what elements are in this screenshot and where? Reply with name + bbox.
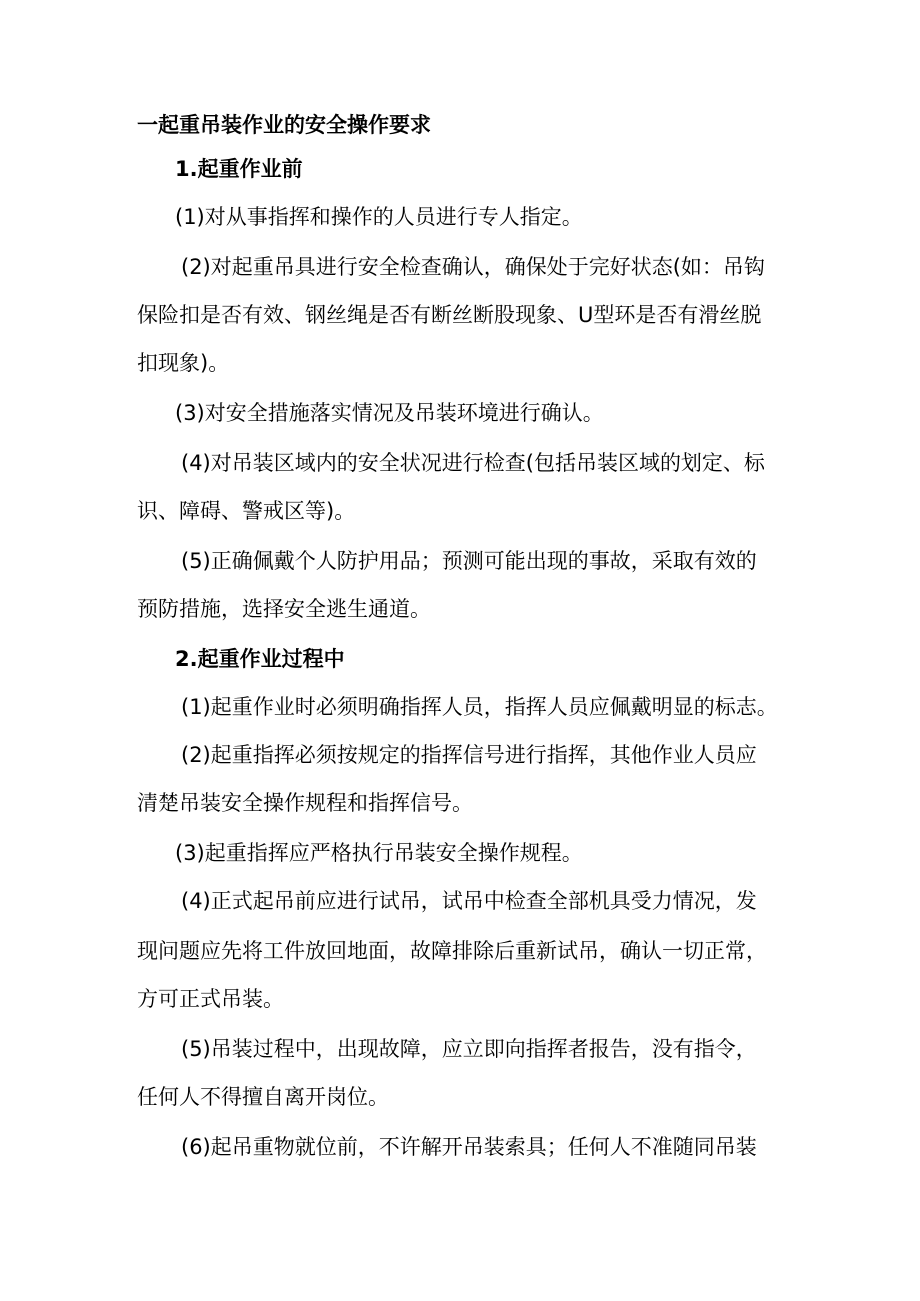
paragraph-line: 现问题应先将工件放回地面，故障排除后重新试吊，确认一切正常， [137, 939, 767, 963]
paragraph-line: 预防措施，选择安全逃生通道。 [137, 597, 431, 621]
paragraph-line: 保险扣是否有效、钢丝绳是否有断丝断股现象、U型环是否有滑丝脱 [137, 303, 762, 327]
paragraph-line: (2)对起重吊具进行安全检查确认，确保处于完好状态(如：吊钩 [181, 255, 765, 279]
paragraph-line: (2)起重指挥必须按规定的指挥信号进行指挥，其他作业人员应 [181, 743, 757, 767]
section-heading-during-work: 2.起重作业过程中 [175, 647, 345, 671]
paragraph-line: (3)起重指挥应严格执行吊装安全操作规程。 [175, 841, 583, 865]
section-heading-before-work: 1.起重作业前 [175, 157, 303, 181]
paragraph-line: (3)对安全措施落实情况及吊装环境进行确认。 [175, 401, 604, 425]
paragraph-line: (1)起重作业时必须明确指挥人员，指挥人员应佩戴明显的标志。 [181, 695, 778, 719]
paragraph-line: 清楚吊装安全操作规程和指挥信号。 [137, 791, 473, 815]
paragraph-line: 扣现象)。 [137, 351, 230, 375]
paragraph-line: (1)对从事指挥和操作的人员进行专人指定。 [175, 205, 583, 229]
paragraph-line: (4)对吊装区域内的安全状况进行检查(包括吊装区域的划定、标 [181, 451, 765, 475]
paragraph-line: 识、障碍、警戒区等)。 [137, 499, 356, 523]
paragraph-line: (6)起吊重物就位前，不许解开吊装索具；任何人不准随同吊装 [181, 1135, 757, 1159]
document-title: 一起重吊装作业的安全操作要求 [137, 113, 431, 137]
paragraph-line: 任何人不得擅自离开岗位。 [137, 1085, 389, 1109]
paragraph-line: (5)吊装过程中，出现故障，应立即向指挥者报告，没有指令， [181, 1037, 757, 1061]
paragraph-line: (5)正确佩戴个人防护用品；预测可能出现的事故，采取有效的 [181, 549, 757, 573]
paragraph-line: 方可正式吊装。 [137, 987, 284, 1011]
paragraph-line: (4)正式起吊前应进行试吊，试吊中检查全部机具受力情况，发 [181, 889, 757, 913]
